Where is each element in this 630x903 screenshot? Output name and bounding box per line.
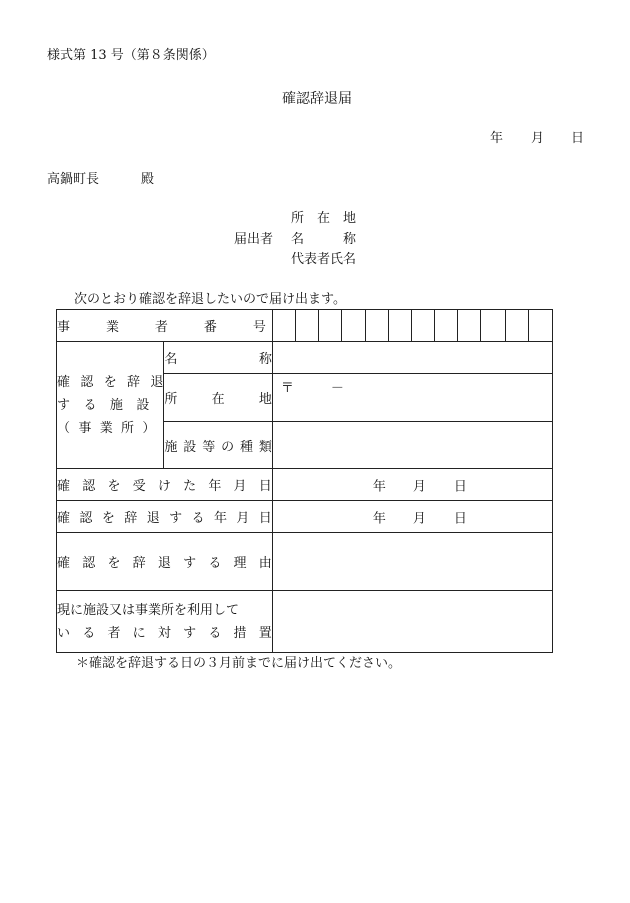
reason-label-cell	[57, 533, 273, 591]
facility-name-label: 名 称	[164, 352, 272, 367]
business-number-label-cell	[57, 310, 273, 342]
confirmed-date-row	[57, 469, 553, 501]
notifier-representative-label: 代表者氏名	[291, 252, 357, 267]
confirmed-date-month: 月	[412, 479, 426, 494]
postal-dash: －	[330, 381, 344, 396]
date-month-label: 月	[531, 131, 545, 146]
notifier-address-label: 所 在 地	[291, 211, 357, 226]
reason-input[interactable]	[272, 533, 552, 591]
notifier-label: 届出者	[234, 232, 274, 247]
business-number-digit-12[interactable]	[528, 310, 552, 342]
confirmed-date-input[interactable]	[272, 469, 552, 501]
facility-group-label-cell	[57, 342, 164, 469]
facility-group-line-3: （ 事 業 所 ）	[57, 420, 156, 436]
intro-text: 次のとおり確認を辞退したいので届け出ます。	[74, 292, 346, 307]
business-number-digit-2[interactable]	[296, 310, 319, 342]
business-number-digit-3[interactable]	[319, 310, 342, 342]
business-number-digit-7[interactable]	[411, 310, 434, 342]
facility-type-label: 施 設 等 の 種 類	[164, 439, 272, 455]
withdraw-date-row	[57, 501, 553, 533]
facility-location-input[interactable]	[272, 374, 552, 422]
form-number: 様式第 13 号（第８条関係）	[47, 48, 215, 63]
withdrawal-form-table	[56, 309, 553, 653]
addressee-honorific: 殿	[141, 172, 155, 187]
business-number-digit-6[interactable]	[388, 310, 411, 342]
postal-mark: 〒	[280, 381, 294, 396]
addressee: 高鍋町長	[47, 172, 100, 187]
facility-group-line-1: 確 認 を 辞 退	[57, 374, 164, 390]
date-day-label: 日	[571, 131, 585, 146]
business-number-row	[57, 310, 553, 342]
facility-group-line-2: す る 施 設	[57, 397, 150, 413]
business-number-label: 事 業 者 番 号	[57, 320, 266, 335]
reason-row	[57, 533, 553, 591]
measures-line-2: い る 者 に 対 す る 措 置	[57, 625, 272, 641]
facility-name-row	[57, 342, 553, 374]
confirmed-date-year: 年	[372, 479, 386, 494]
withdraw-date-year: 年	[372, 511, 386, 526]
facility-location-label-cell	[164, 374, 272, 422]
withdraw-date-day: 日	[453, 511, 467, 526]
facility-name-label-cell	[164, 342, 272, 374]
measures-row	[57, 591, 553, 653]
date-year-label: 年	[490, 131, 504, 146]
withdraw-date-label: 確 認 を 辞 退 す る 年 月 日	[57, 511, 272, 526]
confirmed-date-label: 確 認 を 受 け た 年 月 日	[57, 479, 272, 494]
confirmed-date-label-cell	[57, 469, 273, 501]
withdraw-date-input[interactable]	[272, 501, 552, 533]
measures-label-cell	[57, 591, 273, 653]
business-number-digit-11[interactable]	[505, 310, 528, 342]
document-title: 確認辞退届	[282, 91, 352, 107]
business-number-digit-9[interactable]	[458, 310, 481, 342]
business-number-digit-1[interactable]	[272, 310, 295, 342]
confirmed-date-day: 日	[453, 479, 467, 494]
measures-line-1: 現に施設又は事業所を利用して	[57, 602, 240, 618]
footnote: ＊確認を辞退する日の３月前までに届け出てください。	[76, 656, 402, 671]
business-number-digit-5[interactable]	[365, 310, 388, 342]
business-number-digit-10[interactable]	[481, 310, 505, 342]
notifier-name-label: 名 称	[291, 232, 357, 247]
withdraw-date-month: 月	[412, 511, 426, 526]
facility-type-input[interactable]	[272, 422, 552, 469]
withdraw-date-label-cell	[57, 501, 273, 533]
facility-name-input[interactable]	[272, 342, 552, 374]
facility-location-label: 所 在 地	[164, 392, 272, 407]
business-number-digit-4[interactable]	[342, 310, 365, 342]
business-number-digit-8[interactable]	[434, 310, 457, 342]
measures-input[interactable]	[272, 591, 552, 653]
reason-label: 確 認 を 辞 退 す る 理 由	[57, 556, 272, 571]
facility-type-label-cell	[164, 422, 272, 469]
